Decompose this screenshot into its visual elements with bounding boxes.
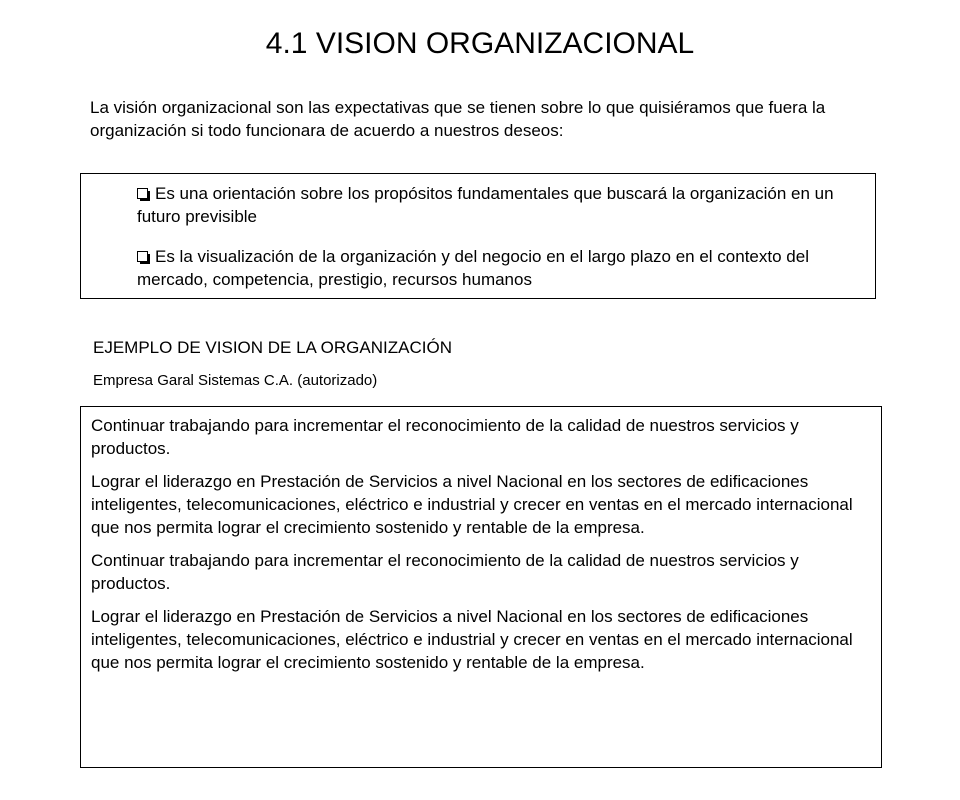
vision-statement-box: [80, 406, 882, 768]
bullet-text: Es la visualización de la organización y del negocio en el largo plazo en el contexto del mercado, competencia, prestigio, recursos humanos: [137, 247, 809, 289]
square-bullet-icon: [137, 188, 148, 199]
square-bullet-icon: [137, 251, 148, 262]
bullet-item: [137, 245, 867, 291]
vision-paragraph: Lograr el liderazgo en Prestación de Servicios a nivel Nacional en los sectores de edificaciones inteligentes, telecomunicaciones, eléctrico e industrial y crecer en ventas en el mercado internacional que nos permita lograr el crecimiento sostenido y rentable de la empresa.: [91, 607, 853, 672]
bullet-item: [137, 182, 867, 228]
example-heading: EJEMPLO DE VISION DE LA ORGANIZACIÓN: [93, 338, 452, 357]
bullet-text: Es una orientación sobre los propósitos fundamentales que buscará la organización en un futuro previsible: [137, 184, 834, 226]
intro-paragraph: La visión organizacional son las expectativas que se tienen sobre lo que quisiéramos que fuera la organización si todo funcionara de acuerdo a nuestros deseos:: [90, 98, 826, 140]
vision-paragraph: Continuar trabajando para incrementar el reconocimiento de la calidad de nuestros servicios y productos.: [91, 551, 799, 593]
vision-paragraph: Lograr el liderazgo en Prestación de Servicios a nivel Nacional en los sectores de edificaciones inteligentes, telecomunicaciones, eléctrico e industrial y crecer en ventas en el mercado internacional que nos permita lograr el crecimiento sostenido y rentable de la empresa.: [91, 472, 853, 537]
page-title: 4.1 VISION ORGANIZACIONAL: [265, 27, 695, 60]
bullet-box: [80, 173, 876, 299]
example-company: Empresa Garal Sistemas C.A. (autorizado): [93, 372, 378, 389]
vision-paragraph: Continuar trabajando para incrementar el reconocimiento de la calidad de nuestros servicios y productos.: [91, 416, 799, 458]
